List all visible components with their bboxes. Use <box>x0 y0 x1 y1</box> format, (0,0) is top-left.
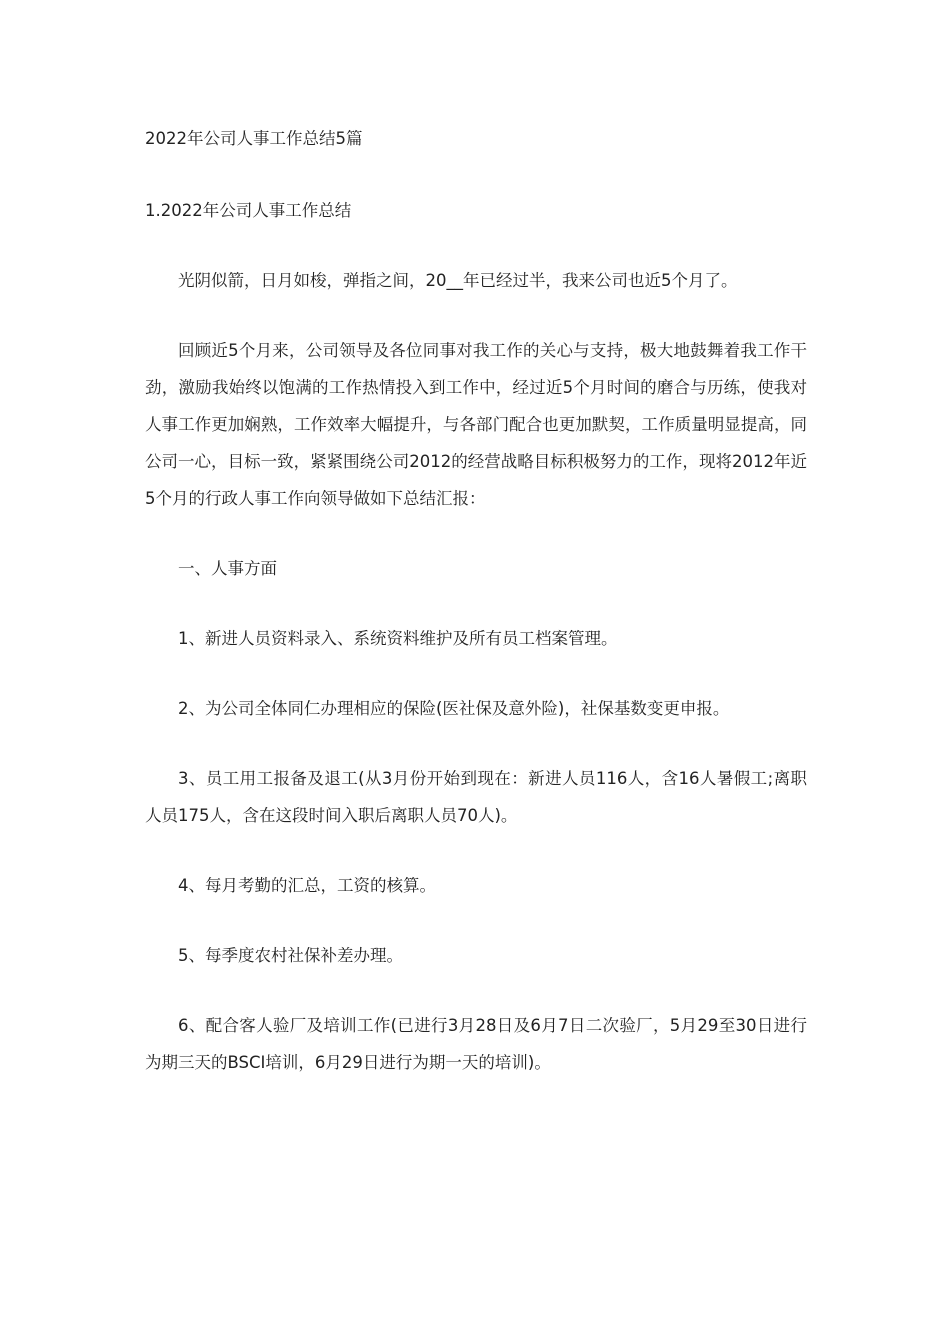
intro-paragraph: 光阴似箭，日月如梭，弹指之间，20__年已经过半，我来公司也近5个月了。 <box>178 271 738 290</box>
spacer <box>145 727 807 760</box>
document-title: 2022年公司人事工作总结5篇 <box>145 129 363 148</box>
spacer <box>145 229 807 262</box>
spacer <box>145 299 807 332</box>
spacer <box>145 157 807 192</box>
list-item: 1、新进人员资料录入、系统资料维护及所有员工档案管理。 <box>178 629 618 648</box>
list-item: 5、每季度农村社保补差办理。 <box>178 946 403 965</box>
list-item: 6、配合客人验厂及培训工作(已进行3月28日及6月7日二次验厂，5月29至30日进行为期三天的BSCI培训，6月29日进行为期一天的培训)。 <box>145 1016 807 1072</box>
spacer <box>145 517 807 550</box>
spacer <box>145 904 807 937</box>
spacer <box>145 587 807 620</box>
spacer <box>145 834 807 867</box>
spacer <box>145 657 807 690</box>
list-item: 3、员工用工报备及退工(从3月份开始到现在：新进人员116人，含16人暑假工;离职人员175人，含在这段时间入职后离职人员70人)。 <box>145 769 807 825</box>
spacer <box>145 974 807 1007</box>
section-heading: 1.2022年公司人事工作总结 <box>145 201 352 220</box>
review-paragraph: 回顾近5个月来，公司领导及各位同事对我工作的关心与支持，极大地鼓舞着我工作干劲，激励我始终以饱满的工作热情投入到工作中，经过近5个月时间的磨合与历练，使我对人事工作更加娴熟，工作效率大幅提升，与各部门配合也更加默契，工作质量明显提高，同公司一心，目标一致，紧紧围绕公司2012的经营战略目标积极努力的工作，现将2012年近5个月的行政人事工作向领导做如下总结汇报： <box>145 341 807 508</box>
document-body <box>145 120 807 1081</box>
subsection-heading: 一、人事方面 <box>178 559 277 578</box>
list-item: 4、每月考勤的汇总，工资的核算。 <box>178 876 436 895</box>
list-item: 2、为公司全体同仁办理相应的保险(医社保及意外险)，社保基数变更申报。 <box>178 699 730 718</box>
